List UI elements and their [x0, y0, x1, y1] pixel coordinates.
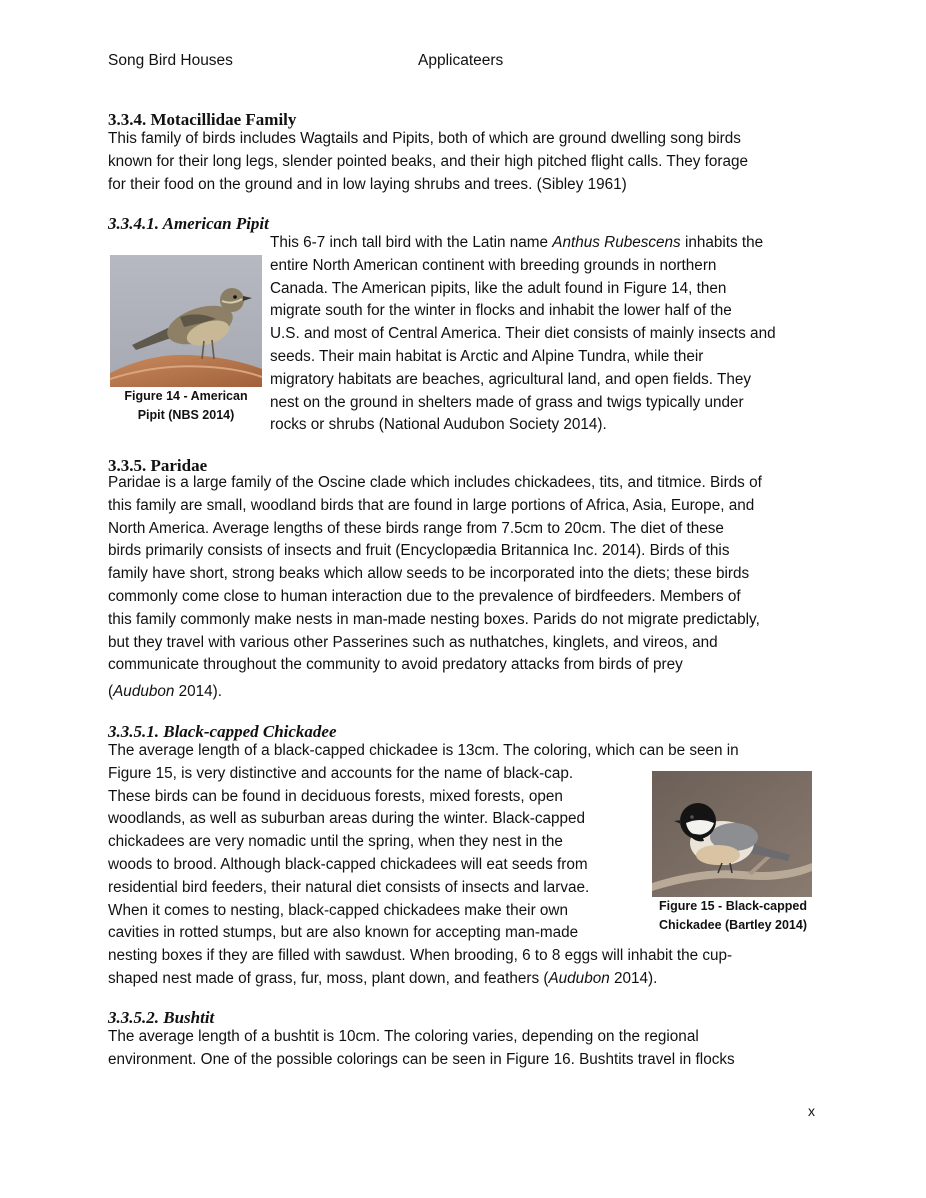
caption-line: Chickadee (Bartley 2014)	[659, 918, 807, 932]
text-line: shaped nest made of grass, fur, moss, plant down, and feathers (Audubon 2014).	[108, 969, 658, 987]
subsection-heading-black-capped-chickadee: 3.3.5.1. Black-capped Chickadee	[108, 722, 337, 741]
paragraph-paridae	[108, 472, 762, 704]
text-line: family have short, strong beaks which allow seeds to be incorporated into the diets; these birds	[108, 565, 750, 583]
paragraph-chickadee	[108, 740, 739, 991]
text-line: This 6-7 inch tall bird with the Latin name Anthus Rubescens inhabits the	[270, 234, 764, 251]
text-line: rocks or shrubs (National Audubon Society 2014).	[270, 416, 607, 434]
black-capped-chickadee-photo	[652, 771, 812, 897]
text-line: entire North American continent with breeding grounds in northern	[270, 256, 717, 274]
subsection-heading-american-pipit: 3.3.4.1. American Pipit	[108, 214, 269, 233]
text-line: commonly come close to human interaction due to the prevalence of birdfeeders. Members of	[108, 587, 741, 605]
figure-15-caption	[650, 897, 816, 935]
text-line: residential bird feeders, their natural diet consists of insects and larvae.	[108, 878, 590, 896]
text-line: U.S. and most of Central America. Their diet consists of mainly insects and	[270, 325, 776, 343]
text-line: migratory habitats are beaches, agricultural land, and open fields. They	[270, 370, 752, 388]
text-line: This family of birds includes Wagtails and Pipits, both of which are ground dwelling song birds	[108, 130, 741, 147]
header-left: Song Bird Houses	[108, 52, 233, 69]
text-line: North America. Average lengths of these birds range from 7.5cm to 20cm. The diet of these	[108, 519, 724, 537]
caption-line: Figure 15 - Black-capped	[659, 899, 807, 913]
section-heading-motacillidae: 3.3.4. Motacillidae Family	[108, 110, 297, 129]
text-line: Figure 15, is very distinctive and accounts for the name of black-cap.	[108, 764, 574, 782]
paragraph-american-pipit	[270, 232, 776, 437]
header-right: Applicateers	[418, 52, 504, 69]
text-line: this family are small, woodland birds that are found in large portions of Africa, Asia, Europe, and	[108, 496, 755, 514]
subsection-heading-bushtit: 3.3.5.2. Bushtit	[108, 1008, 215, 1027]
section-heading-paridae: 3.3.5. Paridae	[108, 456, 208, 475]
figure-14-caption	[108, 387, 264, 425]
text-line: When it comes to nesting, black-capped chickadees make their own	[108, 901, 568, 919]
text-line: for their food on the ground and in low laying shrubs and trees. (Sibley 1961)	[108, 175, 627, 193]
page-number: x	[808, 1103, 815, 1119]
text-line: birds primarily consists of insects and fruit (Encyclopædia Britannica Inc. 2014). Birds of this	[108, 542, 730, 560]
paragraph-bushtit	[108, 1026, 735, 1072]
text-line: seeds. Their main habitat is Arctic and Alpine Tundra, while their	[270, 347, 704, 365]
text-line: migrate south for the winter in flocks and inhabit the lower half of the	[270, 302, 732, 320]
text-line: (Audubon 2014).	[108, 683, 222, 701]
american-pipit-photo	[110, 255, 262, 387]
text-line: but they travel with various other Passerines such as nuthatches, kinglets, and vireos, and	[108, 633, 718, 651]
text-line: woods to brood. Although black-capped chickadees will eat seeds from	[108, 855, 588, 873]
latin-name: Anthus Rubescens	[552, 234, 681, 251]
text-line: Paridae is a large family of the Oscine clade which includes chickadees, tits, and titmice. Birds of	[108, 474, 762, 491]
text-line: cavities in rotted stumps, but are also known for accepting man-made	[108, 924, 579, 942]
text-line: communicate throughout the community to avoid predatory attacks from birds of prey	[108, 656, 683, 674]
text-line: environment. One of the possible colorings can be seen in Figure 16. Bushtits travel in flocks	[108, 1050, 735, 1068]
text-line: woodlands, as well as suburban areas during the winter. Black-capped	[108, 810, 586, 828]
text-line: nest on the ground in shelters made of grass and twigs typically under	[270, 393, 744, 411]
text-line: These birds can be found in deciduous forests, mixed forests, open	[108, 787, 563, 805]
text-line: nesting boxes if they are filled with sawdust. When brooding, 6 to 8 eggs will inhabit the cup-	[108, 947, 733, 965]
text-line: The average length of a black-capped chickadee is 13cm. The coloring, which can be seen in	[108, 742, 739, 759]
text-line: The average length of a bushtit is 10cm. The coloring varies, depending on the regional	[108, 1028, 699, 1045]
text-line: chickadees are very nomadic until the spring, when they nest in the	[108, 833, 563, 851]
text-line: this family commonly make nests in man-made nesting boxes. Parids do not migrate predictably,	[108, 610, 760, 628]
caption-line: Figure 14 - American	[124, 389, 248, 403]
paragraph-motacillidae	[108, 128, 748, 196]
text-line: Canada. The American pipits, like the adult found in Figure 14, then	[270, 279, 727, 297]
caption-line: Pipit (NBS 2014)	[137, 408, 235, 422]
text-line: known for their long legs, slender pointed beaks, and their high pitched flight calls. They forage	[108, 152, 749, 170]
